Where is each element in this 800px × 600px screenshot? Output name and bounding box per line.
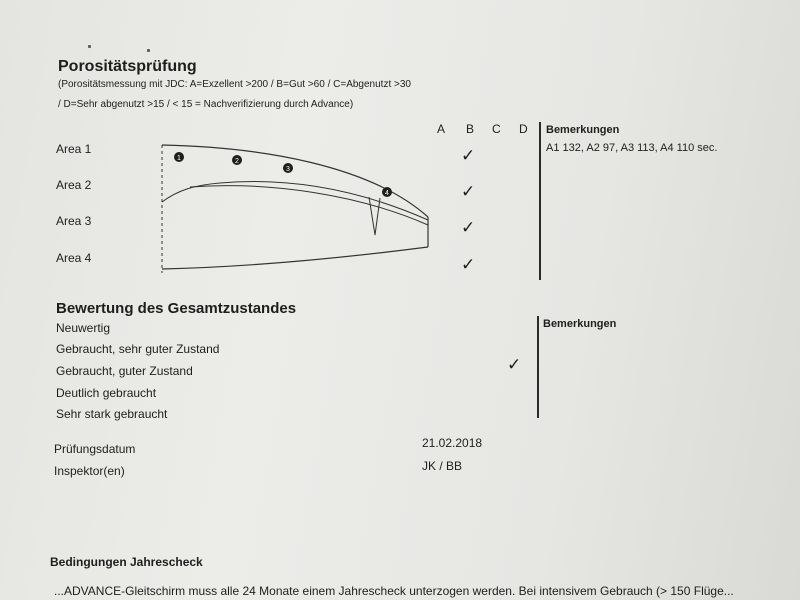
marker-4-label: 4 — [385, 190, 389, 197]
condition-check-icon: ✓ — [507, 355, 522, 374]
area-1-label: Area 1 — [56, 142, 92, 156]
porosity-subtitle-line2: / D=Sehr abgenutzt >15 / < 15 = Nachverifizierung durch Advance) — [58, 99, 354, 110]
inspection-date-value: 21.02.2018 — [422, 436, 483, 450]
conditions-title: Bedingungen Jahrescheck — [50, 555, 203, 569]
evaluation-remarks-header: Bemerkungen — [543, 318, 617, 330]
evaluation-remarks-divider — [537, 316, 539, 418]
wing-inner-line-lower — [190, 186, 428, 225]
inspection-date-label: Prüfungsdatum — [54, 442, 136, 456]
marker-2-icon — [232, 155, 242, 165]
evaluation-title: Bewertung des Gesamtzustandes — [56, 300, 297, 317]
area-2-label: Area 2 — [56, 178, 92, 192]
condition-option: Deutlich gebraucht — [56, 386, 157, 400]
area-1-check-icon: ✓ — [461, 146, 476, 165]
remarks-divider — [539, 122, 541, 280]
porosity-subtitle-line1: (Porositätsmessung mit JDC: A=Exzellent >200 / B=Gut >60 / C=Abgenutzt >30 — [58, 79, 411, 90]
punch-mark — [88, 45, 91, 48]
porosity-title: Porositätsprüfung — [58, 58, 197, 75]
condition-option-selected: Gebraucht, guter Zustand — [56, 364, 193, 378]
area-3-check-icon: ✓ — [461, 218, 476, 237]
column-b-header: B — [466, 122, 475, 136]
column-c-header: C — [492, 122, 501, 136]
marker-3-label: 3 — [286, 166, 290, 173]
marker-1-label: 1 — [177, 155, 181, 162]
wing-brake-tab — [369, 197, 380, 235]
column-d-header: D — [519, 122, 528, 136]
marker-1-icon — [174, 152, 184, 162]
condition-option: Neuwertig — [56, 321, 111, 335]
punch-mark — [147, 49, 150, 52]
condition-option: Sehr stark gebraucht — [56, 407, 168, 421]
area-4-label: Area 4 — [56, 251, 92, 265]
marker-2-label: 2 — [235, 158, 239, 165]
porosity-remarks-text: A1 132, A2 97, A3 113, A4 110 sec. — [546, 142, 718, 154]
area-2-check-icon: ✓ — [461, 182, 476, 201]
condition-option: Gebraucht, sehr guter Zustand — [56, 342, 220, 356]
marker-3-icon — [283, 163, 293, 173]
porosity-remarks-header: Bemerkungen — [546, 124, 620, 136]
wing-bottom-surface — [162, 247, 428, 269]
inspector-label: Inspektor(en) — [54, 464, 125, 478]
area-4-check-icon: ✓ — [461, 255, 476, 274]
column-a-header: A — [437, 122, 446, 136]
wing-profile-diagram — [150, 135, 440, 280]
conditions-text: ...ADVANCE-Gleitschirm muss alle 24 Monate einem Jahrescheck unterzogen werden. Bei intensivem Gebrauch (> 150 Flüge... — [54, 584, 734, 598]
area-3-label: Area 3 — [56, 214, 92, 228]
inspector-value: JK / BB — [422, 459, 463, 473]
marker-4-icon — [382, 187, 392, 197]
wing-top-surface — [162, 145, 428, 217]
